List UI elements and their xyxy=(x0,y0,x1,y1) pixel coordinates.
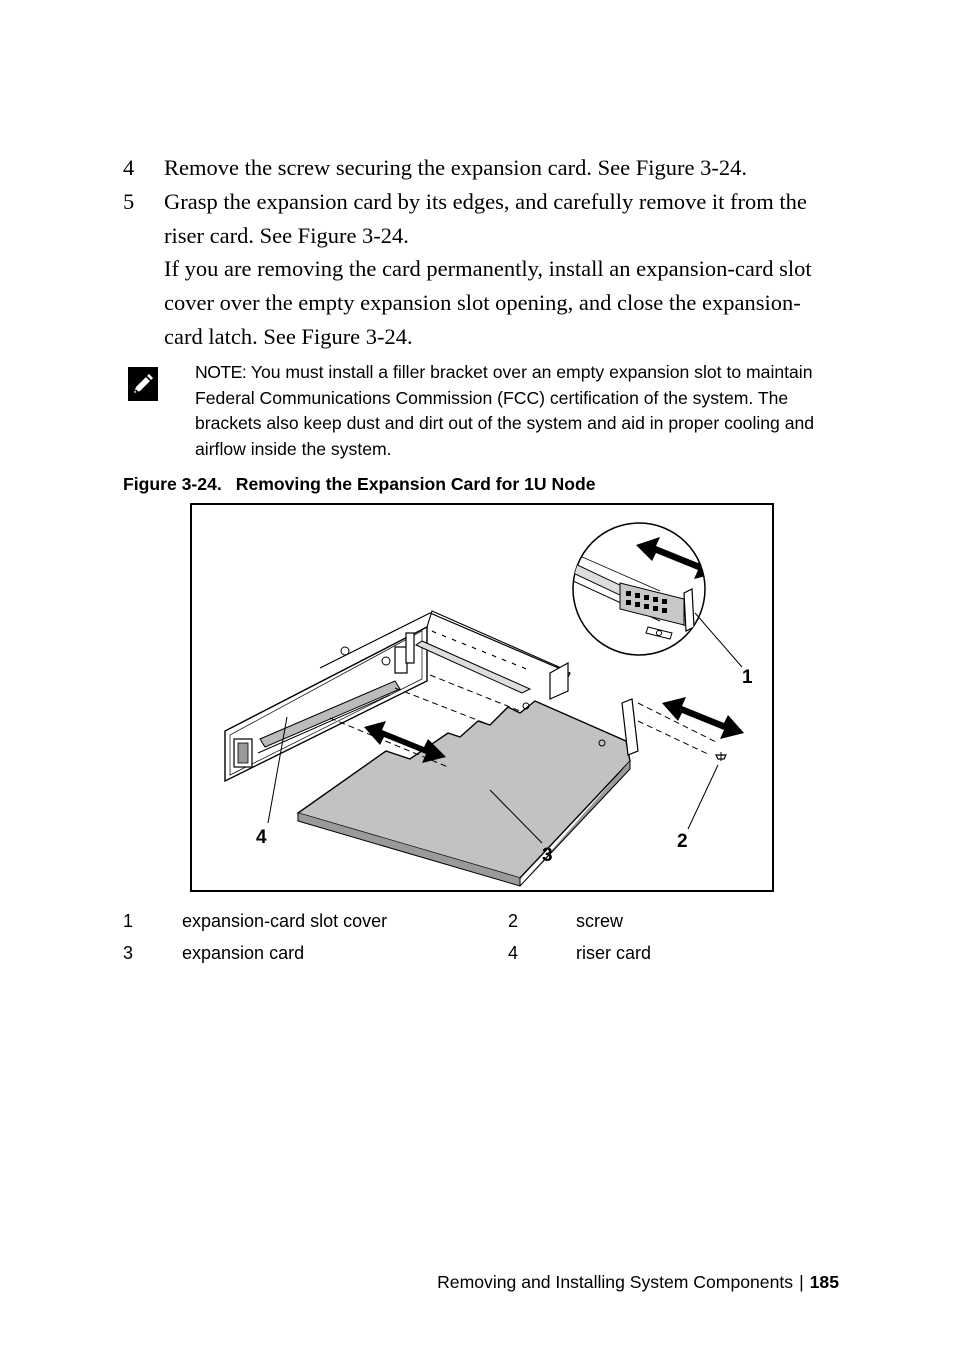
step-text: Remove the screw securing the expansion card. See Figure 3-24. xyxy=(164,155,747,180)
legend-number: 4 xyxy=(508,943,519,963)
legend-label: riser card xyxy=(576,943,652,963)
step-number: 5 xyxy=(123,189,135,214)
figure-caption xyxy=(123,474,596,495)
page-number: 185 xyxy=(809,1272,839,1292)
legend-number: 2 xyxy=(508,911,519,931)
figure-label: Figure 3-24. xyxy=(123,474,222,494)
callout-4: 4 xyxy=(256,827,267,848)
callout-1: 1 xyxy=(742,667,753,688)
legend-label: screw xyxy=(576,911,624,931)
expansion-card-illustration xyxy=(190,503,774,892)
note-pencil-icon xyxy=(127,366,159,402)
note-block xyxy=(195,360,855,462)
note-text: You must install a filler bracket over an empty expansion slot to maintain Federal Communications Commission (FCC) certification of the system. The brackets also keep dust and dirt out of the system and aid in proper cooling and airflow inside the system. xyxy=(195,362,815,459)
callout-2: 2 xyxy=(677,831,688,852)
step-number: 4 xyxy=(123,155,135,180)
legend-number: 1 xyxy=(123,911,134,931)
legend-label: expansion card xyxy=(182,943,305,963)
footer-section-title: Removing and Installing System Components xyxy=(437,1272,794,1292)
step-text: Grasp the expansion card by its edges, and carefully remove it from the riser card. See Figure 3-24. xyxy=(164,189,807,248)
figure-title: Removing the Expansion Card for 1U Node xyxy=(235,474,596,494)
callout-3: 3 xyxy=(542,845,553,866)
page-footer xyxy=(437,1272,839,1293)
note-label: NOTE: xyxy=(195,362,247,382)
legend-number: 3 xyxy=(123,943,134,963)
instruction-paragraph: If you are removing the card permanently, install an expansion-card slot cover over the empty expansion slot opening, and close the expansion-card latch. See Figure 3-24. xyxy=(164,256,812,349)
legend-label: expansion-card slot cover xyxy=(182,911,388,931)
footer-separator: | xyxy=(799,1272,804,1292)
